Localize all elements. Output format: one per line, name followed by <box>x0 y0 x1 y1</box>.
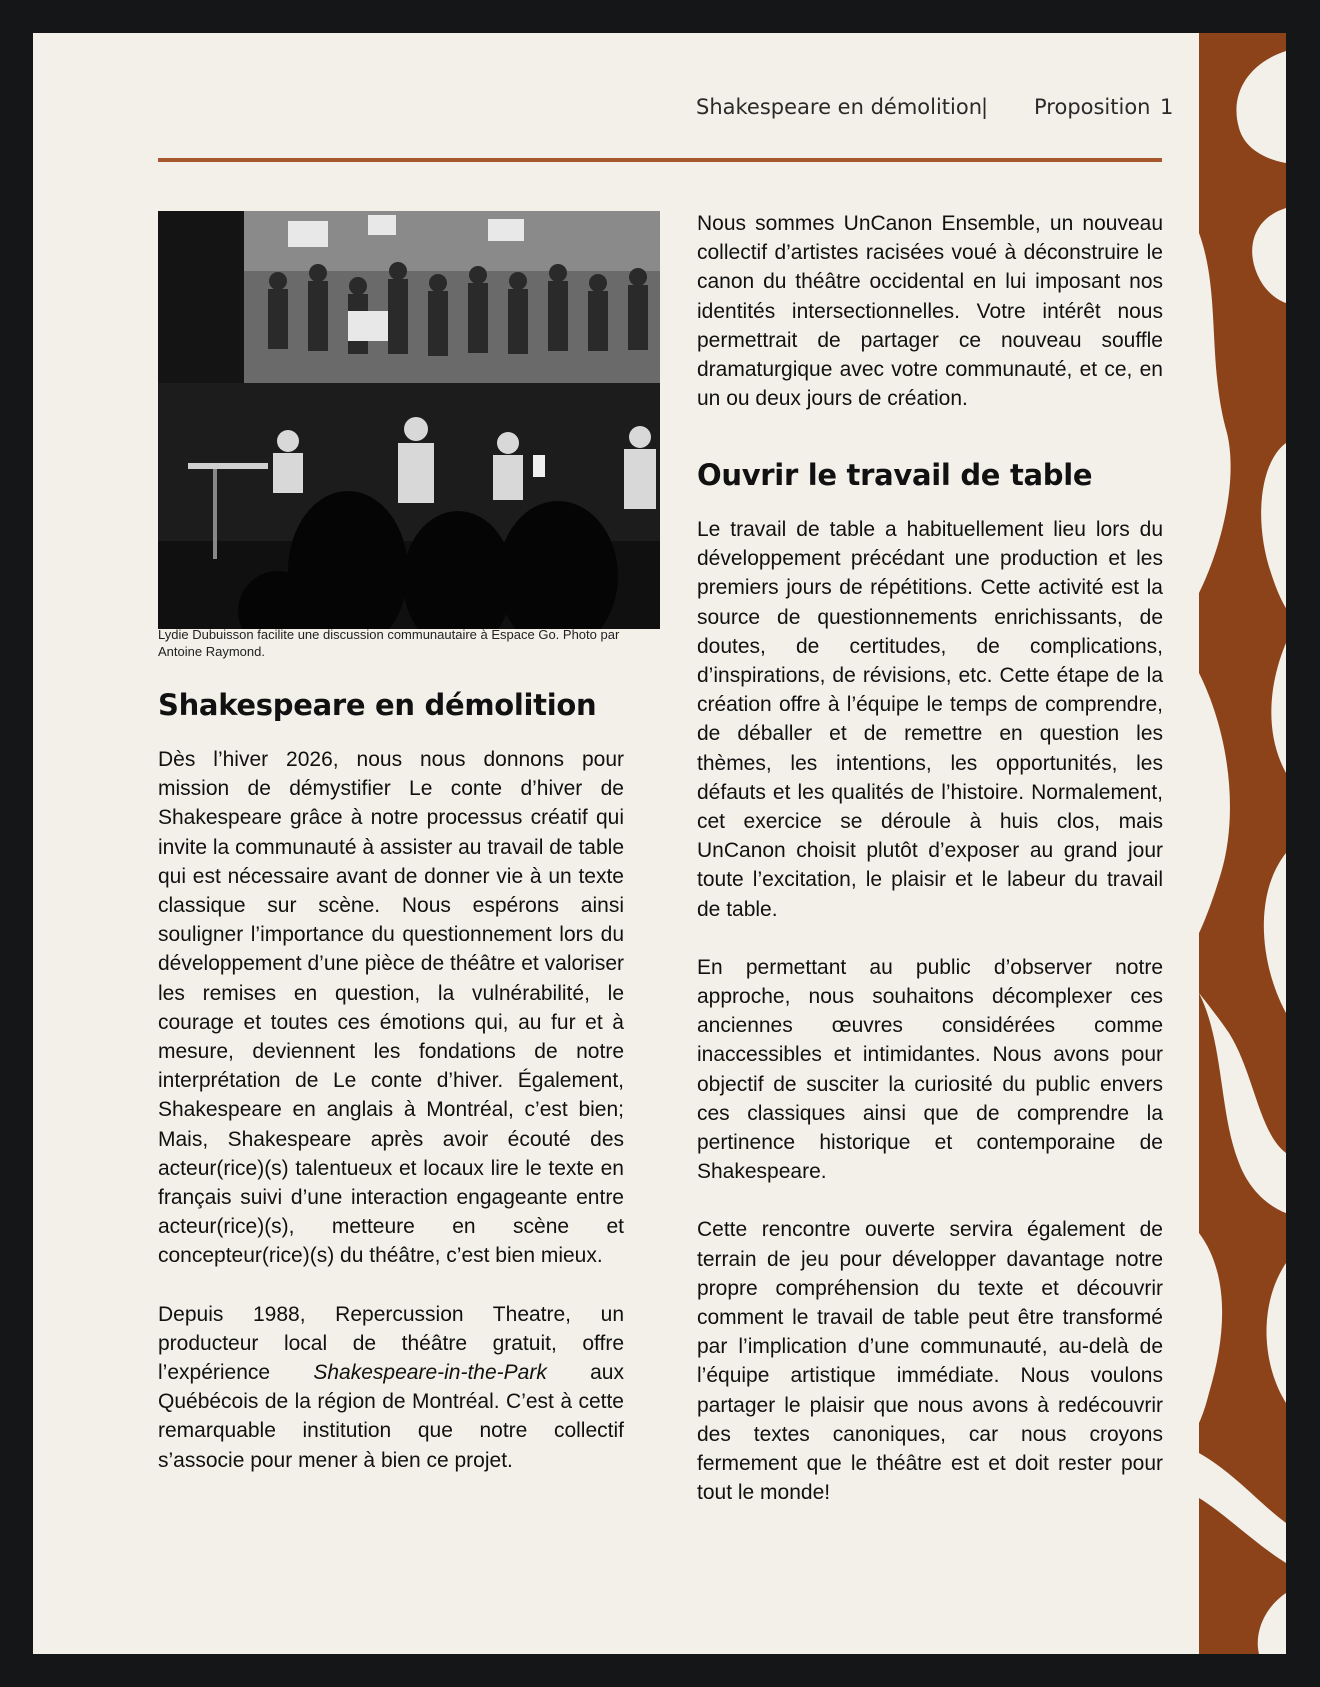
running-header <box>158 95 1194 135</box>
header-doc-title: Shakespeare en démolition <box>696 95 983 119</box>
left-column-body <box>158 745 624 1475</box>
document-page <box>33 33 1286 1654</box>
left-paragraph-2 <box>158 1300 624 1475</box>
community-discussion-photo <box>158 211 660 629</box>
shakespeare-in-the-park-title: Shakespeare-in-the-Park <box>313 1361 547 1385</box>
header-separator: | <box>981 95 989 119</box>
right-paragraph-2: En permettant au public d’observer notre approche, nous souhaitons décomplexer ces anciennes œuvres considérées comme inaccessibles et intimidantes. Nous avons pour objectif de susciter la curiosité du public envers ces classiques ainsi que de comprendre la pertinence historique et contemporaine de Shakespeare. <box>697 955 1163 1184</box>
heading-shakespeare-en-demolition: Shakespeare en démolition <box>158 688 597 722</box>
photo-caption: Lydie Dubuisson facilite une discussion communautaire à Espace Go. Photo par Antoine Raymond. <box>158 627 620 659</box>
right-column-intro <box>697 209 1163 413</box>
left-paragraph-2-end: aux Québécois de la région de Montréal. C’est à cette remarquable institution que notre collectif s’associe pour mener à bien ce projet. <box>158 1361 624 1472</box>
decorative-wave-band <box>1199 33 1286 1654</box>
left-paragraph-1: Dès l’hiver 2026, nous nous donnons pour mission de démystifier Le conte d’hiver de Shakespeare grâce à notre processus créatif qui invite la communauté à assister au travail de table qui est nécessaire avant de donner vie à un texte classique sur scène. Nous espérons ainsi souligner l’importance du questionnement lors du développement d’une pièce de théâtre et valoriser les remises en question, la vulnérabilité, le courage et toutes ces émotions qui, au fur et à mesure, deviennent les fondations de notre interprétation de Le conte d’hiver. Également, Shakespeare en anglais à Montréal, c’est bien; Mais, Shakespeare après avoir écouté des acteur(rice)(s) talentueux et locaux lire le texte en français suivi d’une interaction engageante entre acteur(rice)(s), metteure en scène et concepteur(rice)(s) du théâtre, c’est bien mieux. <box>158 748 624 1268</box>
right-paragraph-3: Cette rencontre ouverte servira également de terrain de jeu pour développer davantage notre propre compréhension du texte et découvrir comment le travail de table peut être transformé par l’implication d’une communauté, au-delà de l’équipe artistique immédiate. Nous voulons partager le plaisir que nous avons à redécouvrir des textes canoniques, car nous croyons fermement que le théâtre est et doit rester pour tout le monde! <box>697 1218 1163 1505</box>
header-rule <box>158 158 1162 162</box>
intro-paragraph: Nous sommes UnCanon Ensemble, un nouveau collectif d’artistes racisées voué à déconstruire le canon du théâtre occidental en lui imposant nos identités intersectionnelles. Votre intérêt nous permettrait de partager ce nouveau souffle dramaturgique avec votre communauté, et ce, en un ou deux jours de création. <box>697 212 1163 411</box>
left-paragraph-2-start: Depuis 1988, Repercussion Theatre, un producteur local de théâtre gratuit, offre l’expérience <box>158 1302 624 1385</box>
right-column-body <box>697 515 1163 1508</box>
right-paragraph-1: Le travail de table a habituellement lieu lors du développement précédant une production et les premiers jours de répétitions. Cette activité est la source de questionnements enrichissants, de doutes, de certitudes, de complications, d’inspirations, de révisions, etc. Cette étape de la création offre à l’équipe le temps de comprendre, de déballer et de remettre en question les thèmes, les intentions, les opportunités, les défauts et les qualités de l’histoire. Normalement, cet exercice se déroule à huis clos, mais UnCanon choisit plutôt d’exposer au grand jour toute l’excitation, le plaisir et le labeur du travail de table. <box>697 518 1163 921</box>
header-section-label: Proposition <box>1034 95 1151 119</box>
heading-ouvrir-le-travail-de-table: Ouvrir le travail de table <box>697 458 1093 492</box>
header-page-number: 1 <box>1160 95 1174 119</box>
